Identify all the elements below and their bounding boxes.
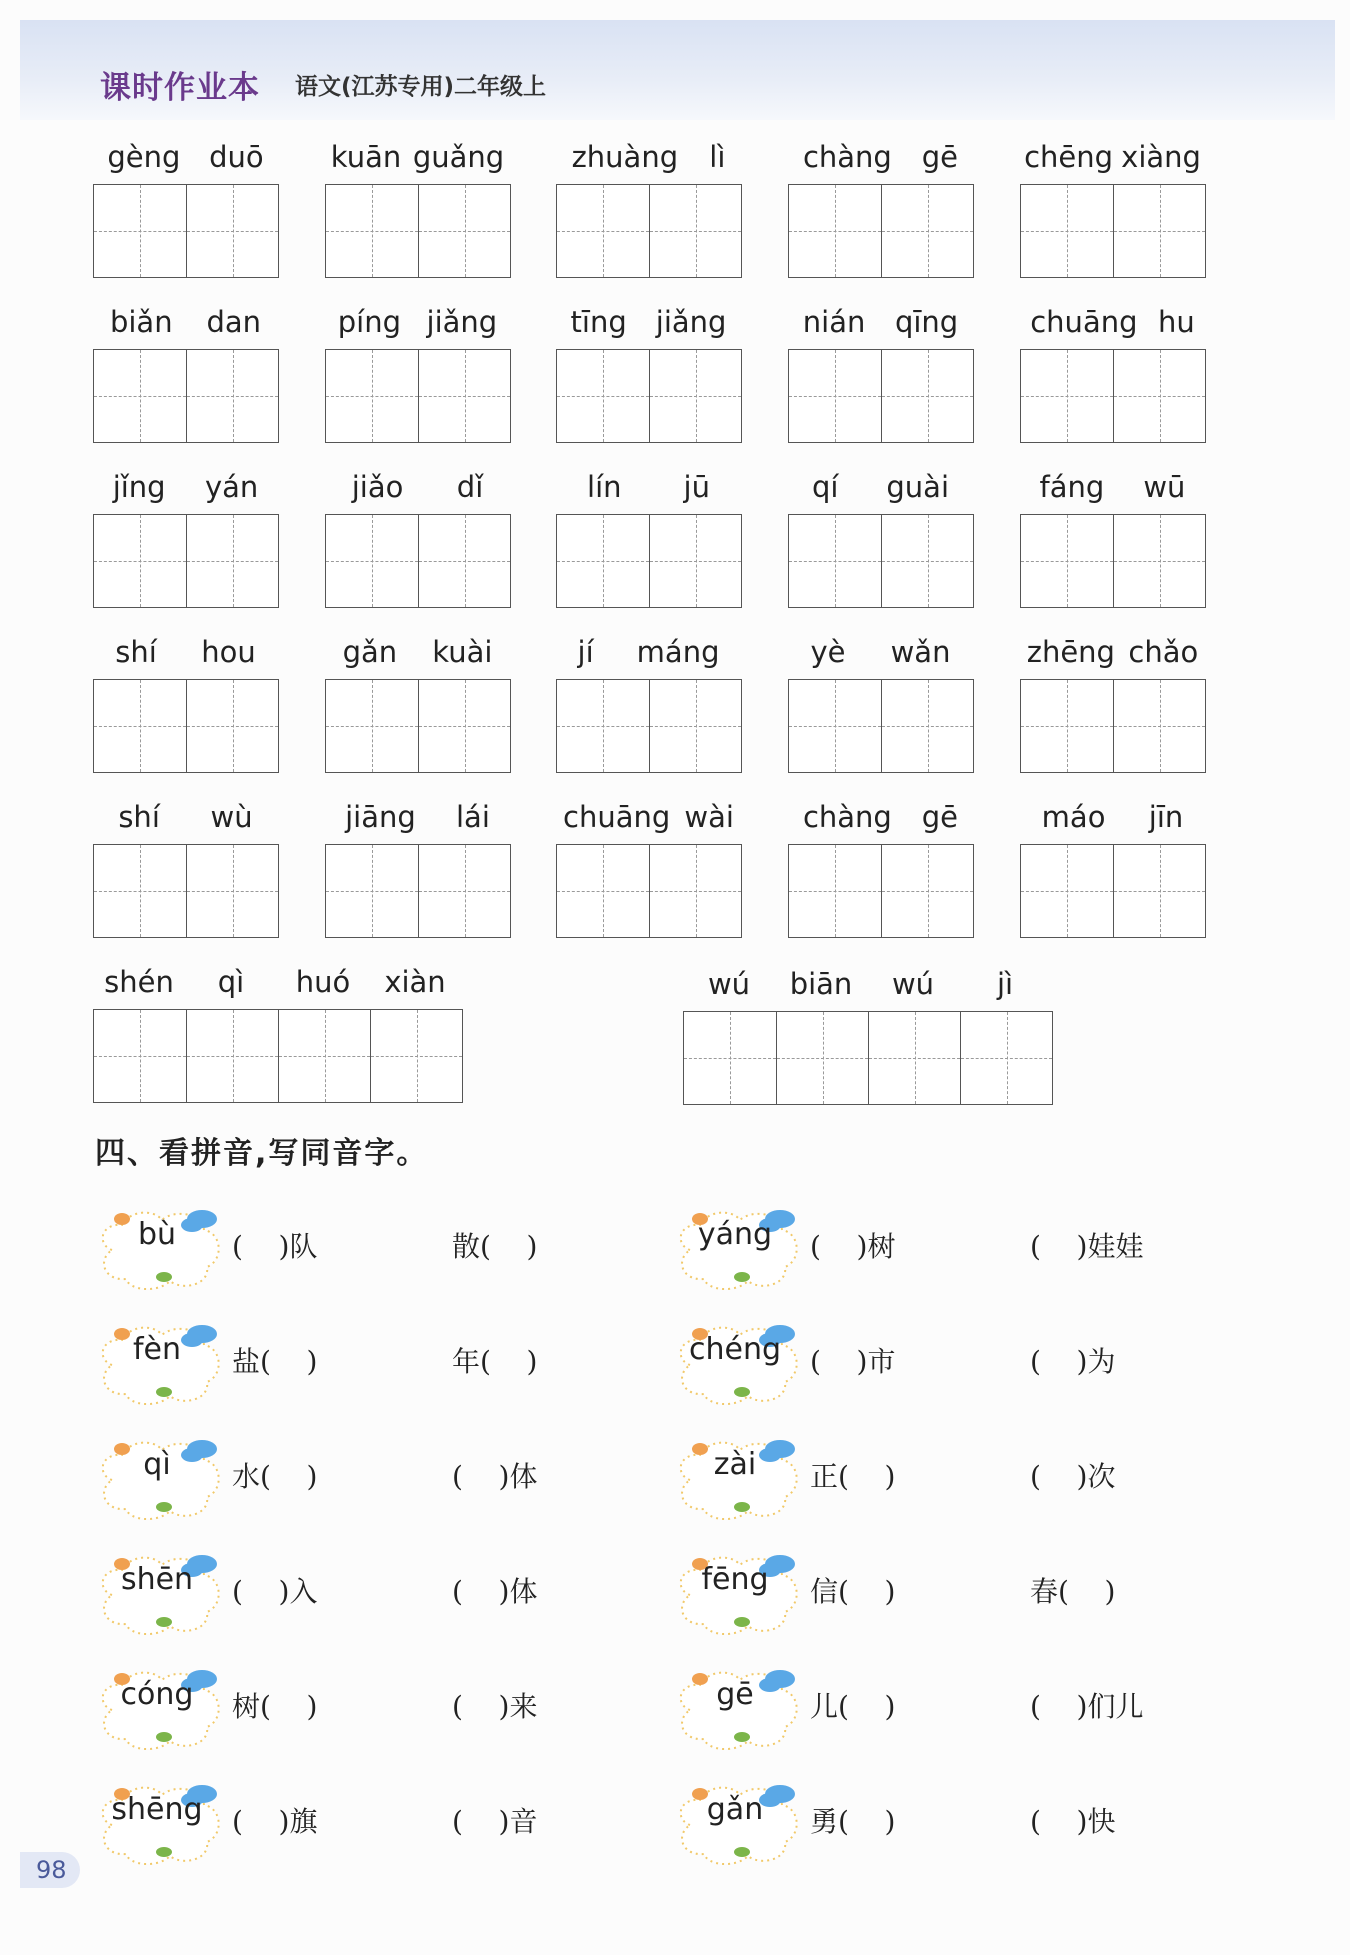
tianzige-cell[interactable]: [326, 845, 418, 937]
writing-grid[interactable]: [93, 184, 279, 278]
pinyin-syllable: gē: [921, 140, 959, 174]
cloud-pinyin: shēng: [111, 1792, 203, 1827]
tianzige-cell[interactable]: [1113, 680, 1205, 772]
tianzige-cell[interactable]: [789, 515, 881, 607]
tianzige-cell[interactable]: [1113, 845, 1205, 937]
pinyin-row: [0, 140, 1350, 300]
pinyin-row: [0, 635, 1350, 795]
pinyin-syllable: jiāng: [345, 800, 416, 834]
homophone-item: [670, 1550, 1230, 1640]
tianzige-cell[interactable]: [1113, 350, 1205, 442]
homophone-item: [92, 1550, 652, 1640]
pinyin-label: [788, 470, 973, 510]
pinyin-label: [325, 140, 510, 180]
pinyin-syllable: gǎn: [342, 635, 398, 669]
pinyin-label: [788, 800, 973, 840]
pinyin-syllable: chēng: [1024, 140, 1114, 174]
pinyin-cloud: [670, 1780, 800, 1860]
tianzige-cell[interactable]: [649, 185, 741, 277]
pinyin-syllable: shí: [115, 635, 157, 669]
pinyin-label: [325, 470, 510, 510]
pinyin-label: [556, 140, 741, 180]
homophone-item: [670, 1665, 1230, 1755]
pinyin-label: [1020, 140, 1205, 180]
writing-grid[interactable]: [556, 844, 742, 938]
tianzige-cell[interactable]: [557, 680, 649, 772]
pinyin-syllable: biǎn: [109, 305, 173, 339]
pinyin-syllable: xiàn: [384, 965, 446, 999]
pinyin-syllable: tīng: [570, 305, 627, 339]
tianzige-cell[interactable]: [557, 185, 649, 277]
pinyin-syllable: fáng: [1039, 470, 1105, 504]
tianzige-cell[interactable]: [94, 845, 186, 937]
pinyin-syllable: yán: [204, 470, 259, 504]
fill-blank-word[interactable]: ( )体: [452, 1575, 538, 1608]
homophone-item: [92, 1320, 652, 1410]
fill-blank-word[interactable]: 盐( ): [232, 1345, 318, 1378]
pinyin-cloud: [670, 1435, 800, 1515]
tianzige-cell[interactable]: [868, 1012, 960, 1104]
pinyin-label: [1020, 470, 1205, 510]
tianzige-cell[interactable]: [960, 1012, 1052, 1104]
pinyin-cloud: [670, 1205, 800, 1285]
pinyin-syllable: chàng: [802, 140, 892, 174]
cloud-pinyin: chéng: [688, 1332, 782, 1367]
homophone-item: [670, 1780, 1230, 1870]
tianzige-cell[interactable]: [186, 350, 278, 442]
pinyin-syllable: jì: [996, 967, 1014, 1001]
page-number-badge: [20, 1852, 80, 1888]
pinyin-syllable: chǎo: [1128, 635, 1199, 669]
pinyin-syllable: jīn: [1148, 800, 1184, 834]
cloud-pinyin: qì: [143, 1447, 171, 1482]
fill-blank-word[interactable]: ( )体: [452, 1460, 538, 1493]
pinyin-syllable: jū: [683, 470, 710, 504]
fill-blank-word[interactable]: ( )市: [810, 1345, 896, 1378]
writing-grid[interactable]: [93, 844, 279, 938]
tianzige-cell[interactable]: [186, 515, 278, 607]
tianzige-cell[interactable]: [881, 845, 973, 937]
writing-grid[interactable]: [93, 349, 279, 443]
pinyin-cloud: [92, 1550, 222, 1630]
pinyin-syllable: kuān: [330, 140, 402, 174]
tianzige-cell[interactable]: [557, 515, 649, 607]
pinyin-syllable: wài: [684, 800, 734, 834]
tianzige-cell[interactable]: [789, 185, 881, 277]
homophone-item: [92, 1780, 652, 1870]
page-number: 98: [36, 1856, 67, 1884]
pinyin-label: [788, 140, 973, 180]
fill-blank-word[interactable]: 春( ): [1030, 1575, 1116, 1608]
pinyin-syllable: jiǎo: [351, 470, 404, 504]
tianzige-cell[interactable]: [557, 845, 649, 937]
pinyin-cloud: [92, 1205, 222, 1285]
idiom-item: [683, 967, 1053, 1007]
homophone-item: [670, 1320, 1230, 1410]
cloud-pinyin: zài: [713, 1447, 757, 1482]
pinyin-cloud: [92, 1780, 222, 1860]
fill-blank-word[interactable]: 年( ): [452, 1345, 538, 1378]
pinyin-label: [556, 635, 741, 675]
pinyin-syllable: jí: [577, 635, 594, 669]
pinyin-label: [1020, 635, 1205, 675]
tianzige-cell[interactable]: [881, 185, 973, 277]
fill-blank-word[interactable]: ( )音: [452, 1805, 538, 1838]
homophone-item: [670, 1205, 1230, 1295]
tianzige-cell[interactable]: [94, 350, 186, 442]
pinyin-cloud: [670, 1665, 800, 1745]
writing-grid[interactable]: [556, 514, 742, 608]
fill-blank-word[interactable]: 散( ): [452, 1230, 538, 1263]
pinyin-label: [1020, 800, 1205, 840]
pinyin-syllable: jiǎng: [426, 305, 498, 339]
pinyin-label: [93, 305, 278, 345]
tianzige-cell[interactable]: [278, 1010, 370, 1102]
tianzige-cell[interactable]: [326, 350, 418, 442]
pinyin-syllable: hou: [201, 635, 256, 669]
writing-grid[interactable]: [788, 679, 974, 773]
fill-blank-word[interactable]: ( )来: [452, 1690, 538, 1723]
pinyin-label: [788, 305, 973, 345]
pinyin-syllable: duō: [209, 140, 264, 174]
tianzige-cell[interactable]: [418, 515, 510, 607]
pinyin-syllable: huó: [295, 965, 351, 999]
pinyin-label: [1020, 305, 1205, 345]
cloud-pinyin: cóng: [120, 1677, 194, 1712]
writing-grid[interactable]: [1020, 349, 1206, 443]
writing-grid[interactable]: [325, 184, 511, 278]
cloud-pinyin: shēn: [120, 1562, 194, 1597]
pinyin-syllable: wǎn: [890, 635, 951, 669]
tianzige-cell[interactable]: [649, 680, 741, 772]
tianzige-cell[interactable]: [1021, 845, 1113, 937]
writing-grid[interactable]: [1020, 184, 1206, 278]
tianzige-cell[interactable]: [1113, 185, 1205, 277]
tianzige-cell[interactable]: [789, 680, 881, 772]
pinyin-syllable: zhēng: [1026, 635, 1115, 669]
fill-blank-word[interactable]: ( )为: [1030, 1345, 1116, 1378]
tianzige-cell[interactable]: [1021, 185, 1113, 277]
pinyin-syllable: qì: [217, 965, 245, 999]
fill-blank-word[interactable]: ( )入: [232, 1575, 318, 1608]
pinyin-syllable: qí: [811, 470, 839, 504]
pinyin-syllable: wú: [707, 967, 751, 1001]
tianzige-cell[interactable]: [418, 350, 510, 442]
writing-grid[interactable]: [93, 1009, 463, 1103]
fill-blank-word[interactable]: ( )娃娃: [1030, 1230, 1144, 1263]
tianzige-cell[interactable]: [557, 350, 649, 442]
pinyin-label: [683, 967, 1053, 1007]
writing-grid[interactable]: [93, 679, 279, 773]
fill-blank-word[interactable]: ( )树: [810, 1230, 896, 1263]
pinyin-syllable: wū: [1143, 470, 1186, 504]
pinyin-label: [556, 800, 741, 840]
pinyin-syllable: shén: [104, 965, 174, 999]
homophone-item: [670, 1435, 1230, 1525]
writing-grid[interactable]: [93, 514, 279, 608]
tianzige-cell[interactable]: [649, 515, 741, 607]
pinyin-syllable: píng: [337, 305, 402, 339]
tianzige-cell[interactable]: [94, 185, 186, 277]
pinyin-syllable: gē: [921, 800, 959, 834]
pinyin-syllable: kuài: [432, 635, 493, 669]
tianzige-cell[interactable]: [186, 1010, 278, 1102]
cloud-pinyin: bù: [137, 1217, 177, 1252]
pinyin-syllable: yè: [810, 635, 846, 669]
tianzige-cell[interactable]: [649, 350, 741, 442]
cloud-pinyin: gē: [716, 1677, 754, 1712]
tianzige-cell[interactable]: [186, 185, 278, 277]
tianzige-cell[interactable]: [326, 680, 418, 772]
writing-grid[interactable]: [683, 1011, 1053, 1105]
fill-blank-word[interactable]: 树( ): [232, 1690, 318, 1723]
writing-grid[interactable]: [556, 349, 742, 443]
writing-grid[interactable]: [556, 679, 742, 773]
cloud-pinyin: fēng: [701, 1562, 769, 1597]
pinyin-syllable: máo: [1041, 800, 1106, 834]
tianzige-cell[interactable]: [789, 350, 881, 442]
pinyin-syllable: chuāng: [1030, 305, 1138, 339]
pinyin-cloud: [92, 1665, 222, 1745]
writing-grid[interactable]: [325, 679, 511, 773]
writing-grid[interactable]: [788, 349, 974, 443]
homophone-item: [92, 1205, 652, 1295]
fill-blank-word[interactable]: 儿( ): [810, 1690, 896, 1723]
fill-blank-word[interactable]: ( )旗: [232, 1805, 318, 1838]
writing-grid[interactable]: [1020, 514, 1206, 608]
pinyin-syllable: guài: [886, 470, 950, 504]
pinyin-syllable: jǐng: [112, 470, 166, 504]
cloud-pinyin: yáng: [697, 1217, 773, 1252]
tianzige-cell[interactable]: [418, 185, 510, 277]
tianzige-cell[interactable]: [881, 350, 973, 442]
pinyin-syllable: gèng: [107, 140, 181, 174]
fill-blank-word[interactable]: ( )队: [232, 1230, 318, 1263]
writing-grid[interactable]: [325, 349, 511, 443]
pinyin-cloud: [670, 1550, 800, 1630]
pinyin-row: [0, 800, 1350, 960]
tianzige-cell[interactable]: [418, 845, 510, 937]
pinyin-syllable: dan: [206, 305, 262, 339]
pinyin-label: [325, 305, 510, 345]
fill-blank-word[interactable]: 水( ): [232, 1460, 318, 1493]
fill-blank-word[interactable]: 信( ): [810, 1575, 896, 1608]
writing-grid[interactable]: [325, 844, 511, 938]
fill-blank-word[interactable]: ( )们儿: [1030, 1690, 1144, 1723]
tianzige-cell[interactable]: [776, 1012, 868, 1104]
pinyin-syllable: guǎng: [412, 140, 505, 174]
pinyin-cloud: [670, 1320, 800, 1400]
writing-grid[interactable]: [788, 844, 974, 938]
pinyin-syllable: qīng: [894, 305, 959, 339]
pinyin-label: [325, 800, 510, 840]
book-subtitle: 语文(江苏专用)二年级上: [295, 74, 547, 100]
book-title: 课时作业本: [100, 70, 260, 106]
pinyin-syllable: hu: [1157, 305, 1195, 339]
pinyin-cloud: [92, 1320, 222, 1400]
idiom-item: [93, 965, 463, 1005]
writing-grid[interactable]: [325, 514, 511, 608]
tianzige-cell[interactable]: [881, 515, 973, 607]
pinyin-syllable: xiàng: [1121, 140, 1201, 174]
pinyin-syllable: jiǎng: [655, 305, 727, 339]
pinyin-label: [325, 635, 510, 675]
pinyin-syllable: lái: [455, 800, 490, 834]
tianzige-cell[interactable]: [326, 515, 418, 607]
pinyin-label: [556, 305, 741, 345]
writing-grid[interactable]: [788, 514, 974, 608]
pinyin-syllable: shí: [118, 800, 160, 834]
pinyin-label: [788, 635, 973, 675]
pinyin-syllable: nián: [802, 305, 866, 339]
tianzige-cell[interactable]: [1021, 350, 1113, 442]
homophone-item: [92, 1435, 652, 1525]
tianzige-cell[interactable]: [1113, 515, 1205, 607]
pinyin-syllable: wù: [210, 800, 253, 834]
pinyin-label: [556, 470, 741, 510]
fill-blank-word[interactable]: 勇( ): [810, 1805, 896, 1838]
cloud-pinyin: fèn: [132, 1332, 182, 1367]
homophone-item: [92, 1665, 652, 1755]
pinyin-syllable: chuāng: [563, 800, 671, 834]
tianzige-cell[interactable]: [94, 680, 186, 772]
tianzige-cell[interactable]: [649, 845, 741, 937]
pinyin-label: [93, 635, 278, 675]
pinyin-syllable: máng: [636, 635, 720, 669]
tianzige-cell[interactable]: [186, 845, 278, 937]
writing-grid[interactable]: [556, 184, 742, 278]
tianzige-cell[interactable]: [94, 515, 186, 607]
cloud-pinyin: gǎn: [706, 1792, 764, 1827]
pinyin-syllable: wú: [891, 967, 935, 1001]
writing-grid[interactable]: [1020, 679, 1206, 773]
section-title: 四、看拼音,写同音字。: [95, 1136, 429, 1171]
tianzige-cell[interactable]: [1021, 515, 1113, 607]
pinyin-label: [93, 470, 278, 510]
pinyin-syllable: dǐ: [456, 470, 484, 504]
tianzige-cell[interactable]: [881, 680, 973, 772]
pinyin-syllable: lì: [709, 140, 726, 174]
writing-grid[interactable]: [1020, 844, 1206, 938]
fill-blank-word[interactable]: ( )次: [1030, 1460, 1116, 1493]
pinyin-syllable: biān: [789, 967, 853, 1001]
tianzige-cell[interactable]: [186, 680, 278, 772]
tianzige-cell[interactable]: [1021, 680, 1113, 772]
pinyin-label: [93, 965, 463, 1005]
tianzige-cell[interactable]: [326, 185, 418, 277]
pinyin-syllable: lín: [587, 470, 622, 504]
writing-grid[interactable]: [788, 184, 974, 278]
tianzige-cell[interactable]: [789, 845, 881, 937]
tianzige-cell[interactable]: [370, 1010, 462, 1102]
fill-blank-word[interactable]: ( )快: [1030, 1805, 1116, 1838]
pinyin-label: [93, 140, 278, 180]
tianzige-cell[interactable]: [684, 1012, 776, 1104]
tianzige-cell[interactable]: [94, 1010, 186, 1102]
pinyin-label: [93, 800, 278, 840]
pinyin-syllable: zhuàng: [571, 140, 679, 174]
fill-blank-word[interactable]: 正( ): [810, 1460, 896, 1493]
tianzige-cell[interactable]: [418, 680, 510, 772]
pinyin-syllable: chàng: [802, 800, 892, 834]
pinyin-row: [0, 470, 1350, 630]
pinyin-row: [0, 305, 1350, 465]
pinyin-cloud: [92, 1435, 222, 1515]
